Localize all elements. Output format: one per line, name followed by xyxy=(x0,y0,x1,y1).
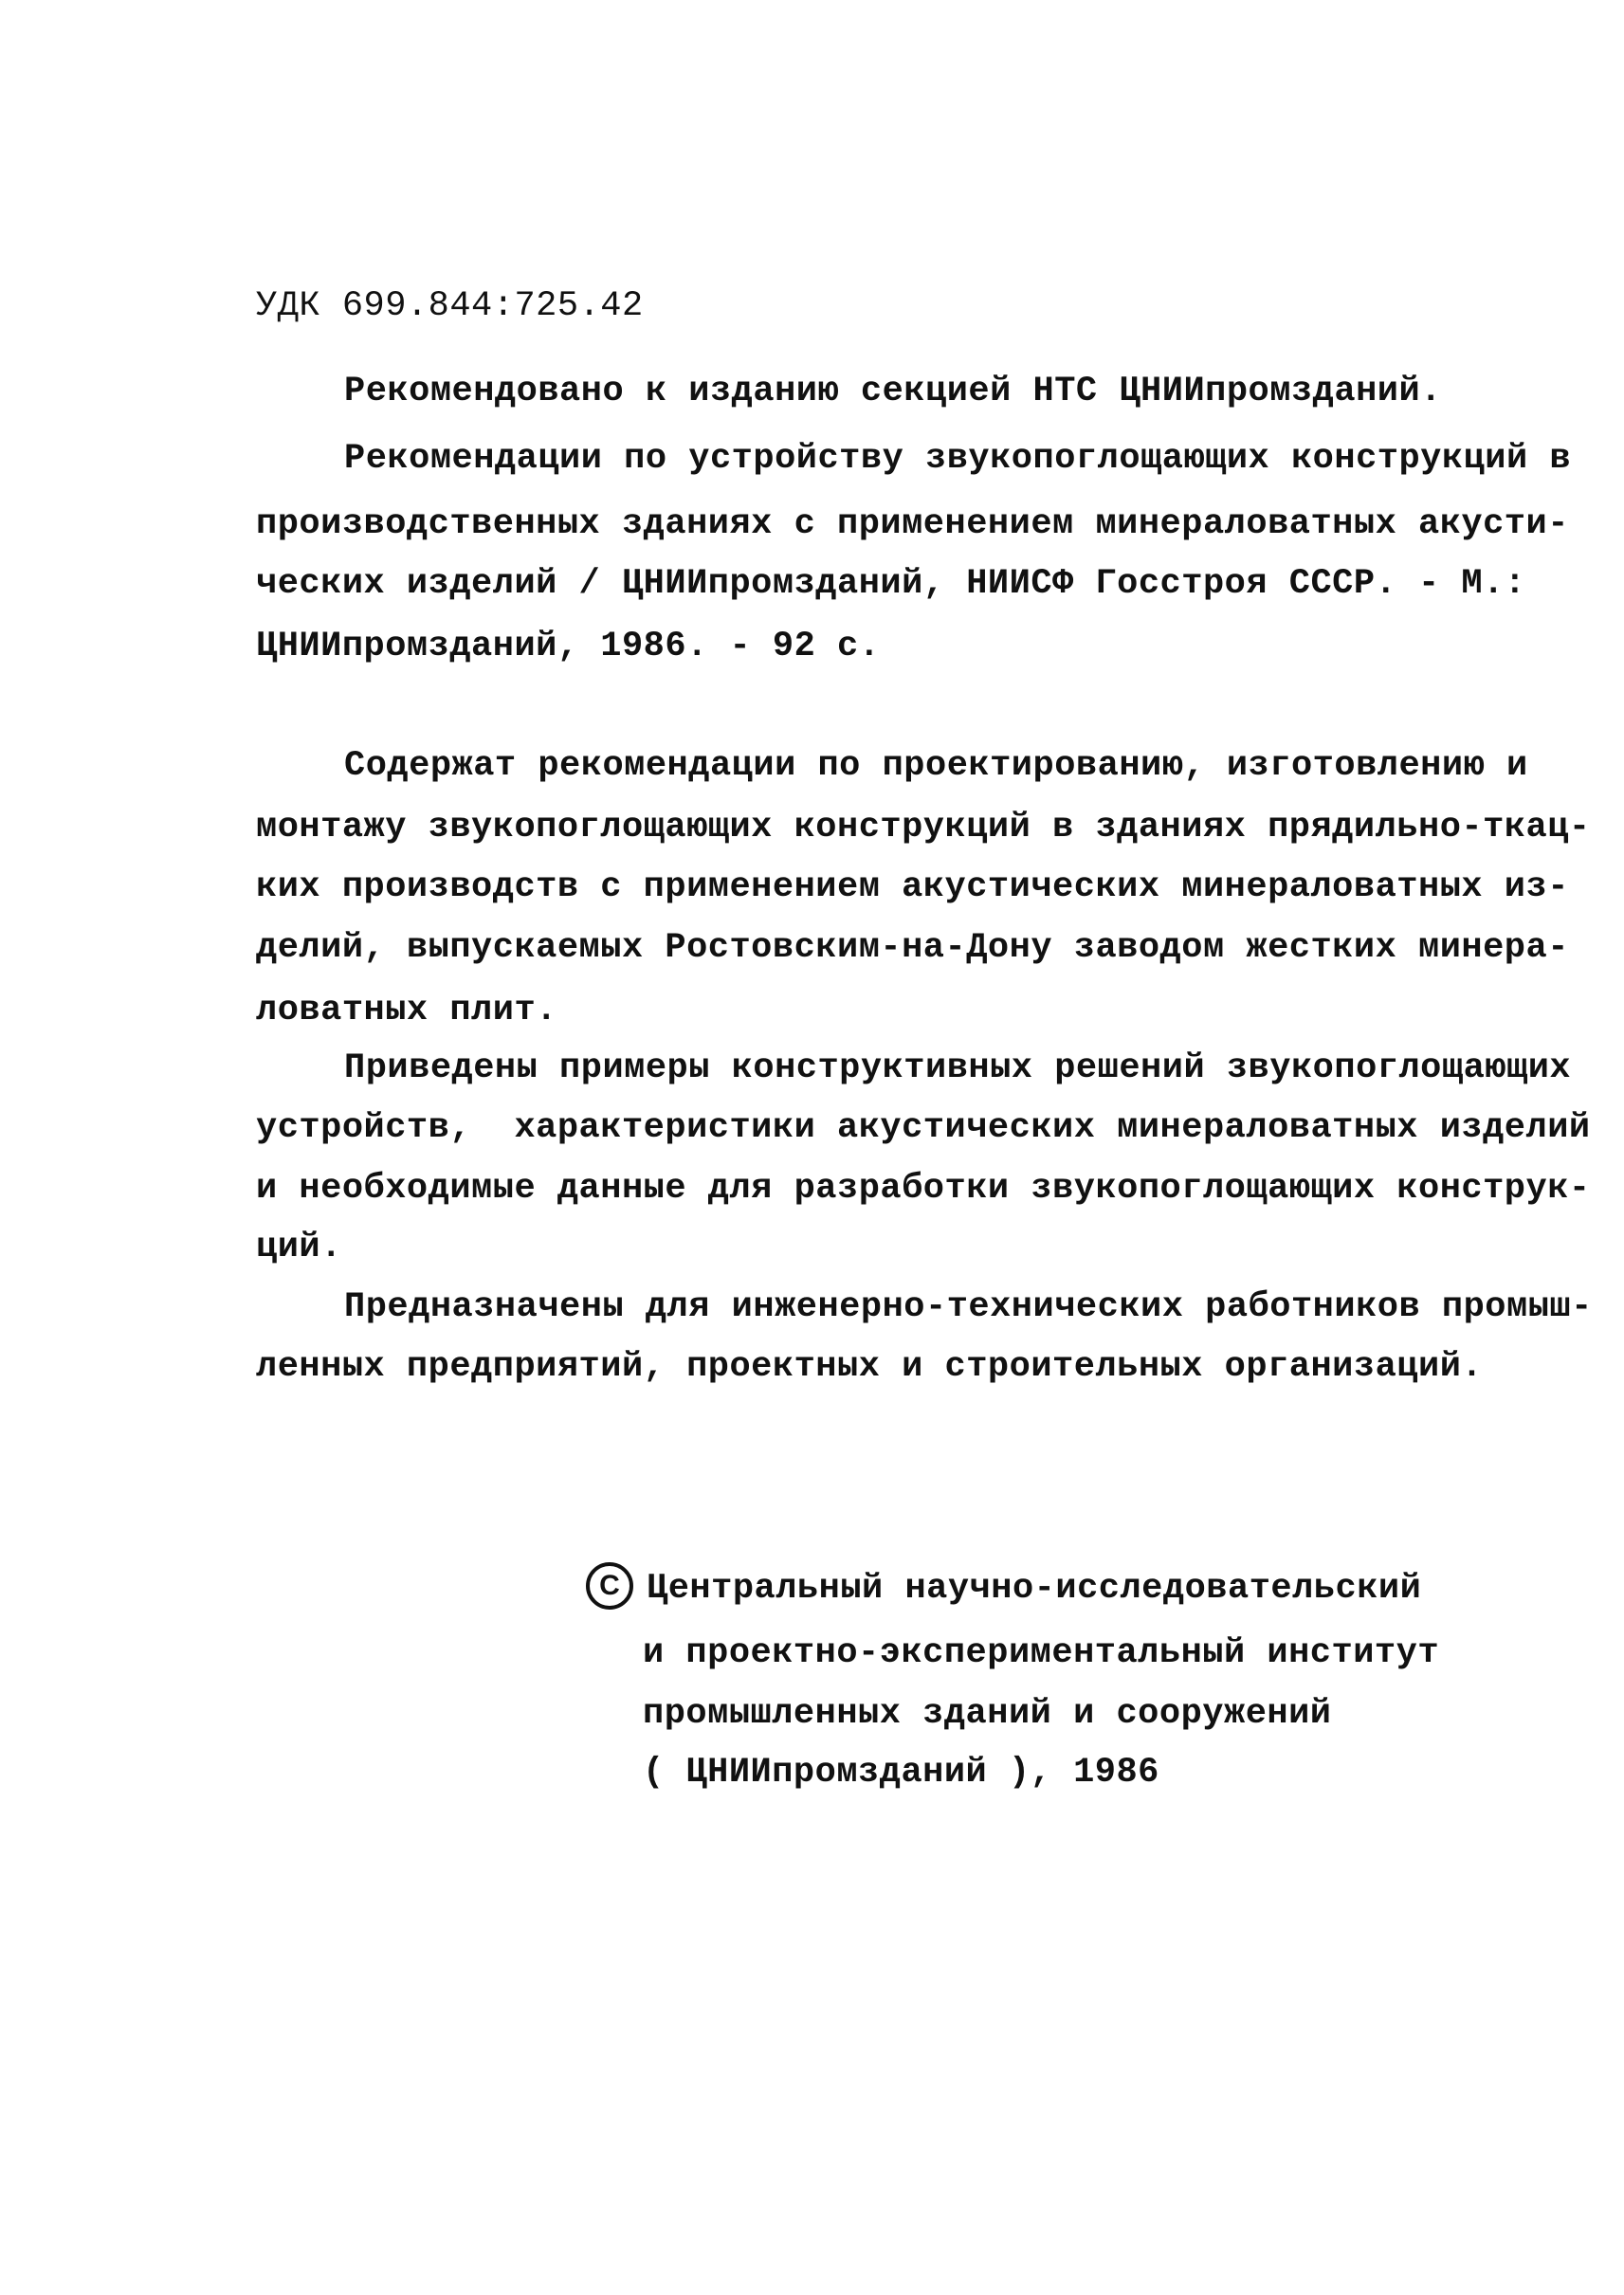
abstract-line: ций. xyxy=(256,1228,342,1267)
citation-line: ческих изделий / ЦНИИпромзданий, НИИСФ Госстроя СССР. - М.: xyxy=(256,564,1526,604)
citation-line: ЦНИИпромзданий, 1986. - 92 с. xyxy=(256,627,881,666)
copyright-line: промышленных зданий и сооружений xyxy=(643,1694,1332,1734)
abstract-line: Содержат рекомендации по проектированию, изготовлению и xyxy=(344,746,1528,786)
recommendation-note: Рекомендовано к изданию секцией НТС ЦНИИпромзданий. xyxy=(344,372,1442,411)
abstract-line: ловатных плит. xyxy=(256,991,557,1030)
abstract-line: устройств, характеристики акустических минераловатных изделий xyxy=(256,1108,1591,1148)
abstract-line: монтажу звукопоглощающих конструкций в зданиях прядильно-ткац- xyxy=(256,808,1591,847)
udk-code: УДК 699.844:725.42 xyxy=(256,286,644,326)
citation-line: Рекомендации по устройству звукопоглощающих конструкций в xyxy=(344,439,1572,479)
abstract-line: и необходимые данные для разработки звукопоглощающих конструк- xyxy=(256,1169,1591,1209)
abstract-line: делий, выпускаемых Ростовским-на-Дону заводом жестких минера- xyxy=(256,928,1569,968)
abstract-line: ких производств с применением акустических минераловатных из- xyxy=(256,867,1569,907)
abstract-line: Предназначены для инженерно-технических работников промыш- xyxy=(344,1287,1593,1327)
copyright-line: ( ЦНИИпромзданий ), 1986 xyxy=(643,1753,1159,1793)
abstract-line: Приведены примеры конструктивных решений звукопоглощающих xyxy=(344,1048,1572,1088)
copyright-line: и проектно-экспериментальный институт xyxy=(643,1633,1440,1673)
abstract-line: ленных предприятий, проектных и строительных организаций. xyxy=(256,1347,1484,1387)
copyright-icon: C xyxy=(586,1562,633,1610)
citation-line: производственных зданиях с применением минераловатных акусти- xyxy=(256,504,1569,544)
copyright-line: Центральный научно-исследовательский xyxy=(647,1569,1422,1609)
